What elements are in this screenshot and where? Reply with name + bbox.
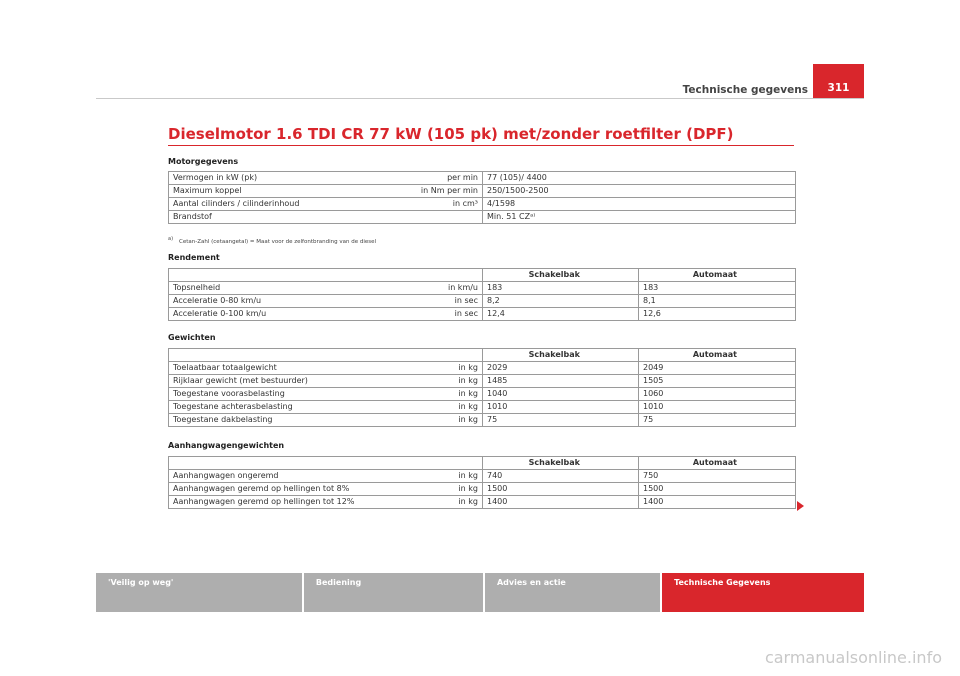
row-value-automaat: 183 [639, 282, 796, 295]
row-unit: in km/u [359, 282, 483, 295]
row-value-schakelbak: 1010 [483, 401, 639, 414]
table-header-blank [169, 349, 483, 362]
row-unit: in sec [359, 308, 483, 321]
table-row [169, 470, 796, 483]
row-value-schakelbak: 12,4 [483, 308, 639, 321]
row-value-schakelbak: 1485 [483, 375, 639, 388]
motorgegevens-table [168, 171, 796, 224]
footnote-text: Cetan-Zahl (cetaangetal) = Maat voor de zelfontbranding van de diesel [179, 238, 377, 245]
row-value-automaat: 750 [639, 470, 796, 483]
row-label: Aanhangwagen geremd op hellingen tot 8% [169, 483, 359, 496]
aanhangwagen-table [168, 456, 796, 509]
table-row [169, 362, 796, 375]
column-header-automaat: Automaat [639, 269, 796, 282]
footnote-mark: a) [168, 236, 174, 242]
table-header-blank [169, 457, 483, 470]
row-label: Aanhangwagen geremd op hellingen tot 12% [169, 496, 359, 509]
row-label: Acceleratie 0-100 km/u [169, 308, 359, 321]
table-row [169, 308, 796, 321]
row-value: 4/1598 [483, 198, 796, 211]
continue-arrow-icon[interactable] [797, 501, 804, 511]
row-value-automaat: 1010 [639, 401, 796, 414]
row-label: Topsnelheid [169, 282, 359, 295]
row-value-schakelbak: 1040 [483, 388, 639, 401]
row-value-automaat: 1500 [639, 483, 796, 496]
row-unit: in kg [359, 401, 483, 414]
bottom-navigation [96, 573, 864, 612]
page-title: Dieselmotor 1.6 TDI CR 77 kW (105 pk) met/zonder roetfilter (DPF) [168, 125, 734, 143]
row-unit: in kg [359, 388, 483, 401]
row-label: Aantal cilinders / cilinderinhoud [169, 198, 359, 211]
section-heading-rendement: Rendement [168, 253, 220, 262]
row-unit: in sec [359, 295, 483, 308]
row-unit: per min [359, 172, 483, 185]
row-value-automaat: 8,1 [639, 295, 796, 308]
section-heading-motorgegevens: Motorgegevens [168, 157, 239, 166]
rendement-table [168, 268, 796, 321]
row-value-schakelbak: 2029 [483, 362, 639, 375]
row-value: 77 (105)/ 4400 [483, 172, 796, 185]
table-header-blank [169, 269, 483, 282]
row-unit: in kg [359, 375, 483, 388]
row-value-schakelbak: 1400 [483, 496, 639, 509]
row-unit: in kg [359, 496, 483, 509]
row-value-schakelbak: 75 [483, 414, 639, 427]
row-label: Toegestane voorasbelasting [169, 388, 359, 401]
row-label: Toegestane dakbelasting [169, 414, 359, 427]
column-header-schakelbak: Schakelbak [483, 269, 639, 282]
row-value: Min. 51 CZᵃ⁾ [483, 211, 796, 224]
column-header-schakelbak: Schakelbak [483, 457, 639, 470]
row-value-automaat: 1400 [639, 496, 796, 509]
table-row [169, 198, 796, 211]
row-unit [359, 211, 483, 224]
row-label: Rijklaar gewicht (met bestuurder) [169, 375, 359, 388]
row-value-automaat: 1505 [639, 375, 796, 388]
row-unit: in cm³ [359, 198, 483, 211]
row-label: Maximum koppel [169, 185, 359, 198]
table-row [169, 496, 796, 509]
section-heading-aanhangwagen: Aanhangwagengewichten [168, 441, 285, 450]
table-row [169, 388, 796, 401]
row-unit: in Nm per min [359, 185, 483, 198]
tab-veilig-op-weg[interactable]: 'Veilig op weg' [96, 573, 302, 612]
row-unit: in kg [359, 414, 483, 427]
table-row [169, 401, 796, 414]
row-value: 250/1500-2500 [483, 185, 796, 198]
tab-technische-gegevens[interactable]: Technische Gegevens [662, 573, 864, 612]
column-header-automaat: Automaat [639, 457, 796, 470]
row-label: Toelaatbaar totaalgewicht [169, 362, 359, 375]
row-label: Acceleratie 0-80 km/u [169, 295, 359, 308]
section-heading-gewichten: Gewichten [168, 333, 216, 342]
row-value-schakelbak: 183 [483, 282, 639, 295]
page-number-badge: 311 [813, 64, 864, 99]
column-header-schakelbak: Schakelbak [483, 349, 639, 362]
table-row [169, 282, 796, 295]
watermark: carmanualsonline.info [764, 648, 942, 667]
row-value-automaat: 2049 [639, 362, 796, 375]
table-row [169, 185, 796, 198]
row-value-automaat: 12,6 [639, 308, 796, 321]
row-unit: in kg [359, 483, 483, 496]
row-value-automaat: 1060 [639, 388, 796, 401]
tab-advies-en-actie[interactable]: Advies en actie [485, 573, 660, 612]
row-value-schakelbak: 1500 [483, 483, 639, 496]
row-unit: in kg [359, 362, 483, 375]
running-header-title: Technische gegevens [682, 84, 808, 96]
row-label: Aanhangwagen ongeremd [169, 470, 359, 483]
column-header-automaat: Automaat [639, 349, 796, 362]
table-row [169, 483, 796, 496]
table-row [169, 295, 796, 308]
gewichten-table [168, 348, 796, 427]
row-value-automaat: 75 [639, 414, 796, 427]
table-row [169, 375, 796, 388]
row-value-schakelbak: 8,2 [483, 295, 639, 308]
row-label: Vermogen in kW (pk) [169, 172, 359, 185]
row-label: Brandstof [169, 211, 359, 224]
table-row [169, 172, 796, 185]
title-divider [168, 145, 794, 146]
tab-bediening[interactable]: Bediening [304, 573, 483, 612]
row-unit: in kg [359, 470, 483, 483]
row-label: Toegestane achterasbelasting [169, 401, 359, 414]
row-value-schakelbak: 740 [483, 470, 639, 483]
header-divider [96, 98, 864, 99]
table-row [169, 414, 796, 427]
footnote [168, 236, 376, 245]
table-row [169, 211, 796, 224]
